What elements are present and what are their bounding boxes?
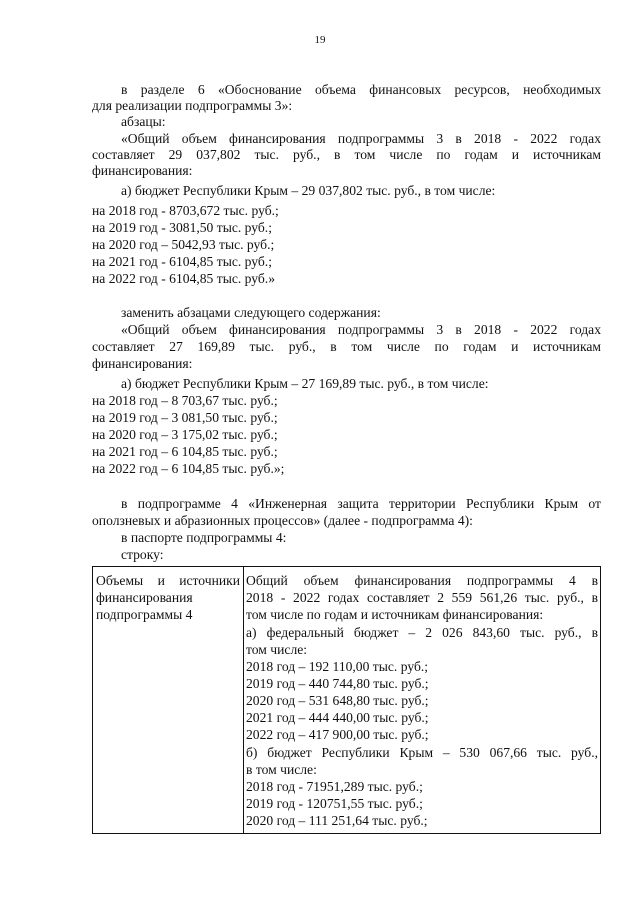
table-right-line: б) бюджет Республики Крым – 530 067,66 тыс. руб.,: [246, 745, 598, 760]
text-line: в паспорте подпрограммы 4:: [121, 530, 287, 545]
text-line: «Общий объем финансирования подпрограммы 3 в 2018 - 2022 годах: [121, 322, 601, 337]
text-line: на 2018 год - 8703,672 тыс. руб.;: [92, 203, 279, 218]
table-right-line: 2018 год – 192 110,00 тыс. руб.;: [246, 659, 429, 674]
text-line: финансирования:: [92, 356, 193, 371]
table-left-line: подпрограммы 4: [96, 607, 193, 622]
table-right-line: том числе:: [246, 642, 308, 657]
page-number: 19: [314, 34, 326, 46]
table-right-line: том числе по годам и источникам финансирования:: [246, 607, 544, 622]
text-line: строку:: [121, 547, 164, 562]
table-right-line: 2022 год – 417 900,00 тыс. руб.;: [246, 727, 429, 742]
text-line: на 2019 год – 3 081,50 тыс. руб.;: [92, 410, 278, 425]
table-right-line: 2018 год - 71951,289 тыс. руб.;: [246, 779, 423, 794]
text-line: для реализации подпрограммы 3»:: [92, 98, 293, 113]
text-line: на 2022 год - 6104,85 тыс. руб.»: [92, 271, 276, 286]
table-left-line: Объемы и источники: [96, 573, 240, 588]
text-line: а) бюджет Республики Крым – 27 169,89 тыс. руб., в том числе:: [121, 376, 489, 391]
text-line: на 2021 год - 6104,85 тыс. руб.;: [92, 254, 272, 269]
text-line: оползневых и абразионных процессов» (далее - подпрограмма 4):: [92, 513, 473, 528]
text-line: заменить абзацами следующего содержания:: [121, 305, 381, 320]
table-divider: [243, 567, 244, 833]
table-right-line: 2020 год – 531 648,80 тыс. руб.;: [246, 693, 429, 708]
text-line: на 2020 год – 3 175,02 тыс. руб.;: [92, 427, 278, 442]
text-line: абзацы:: [121, 114, 166, 129]
text-line: на 2018 год – 8 703,67 тыс. руб.;: [92, 393, 278, 408]
text-line: на 2020 год – 5042,93 тыс. руб.;: [92, 237, 275, 252]
table-right-line: 2020 год – 111 251,64 тыс. руб.;: [246, 813, 428, 828]
table-right-line: 2018 - 2022 годах составляет 2 559 561,26 тыс. руб., в: [246, 590, 598, 605]
text-line: составляет 29 037,802 тыс. руб., в том числе по годам и источникам: [92, 147, 601, 162]
text-line: составляет 27 169,89 тыс. руб., в том числе по годам и источникам: [92, 339, 601, 354]
table-right-line: в том числе:: [246, 762, 317, 777]
table-left-line: финансирования: [96, 590, 193, 605]
table-right-line: 2021 год – 444 440,00 тыс. руб.;: [246, 710, 429, 725]
text-line: финансирования:: [92, 163, 193, 178]
table-right-line: 2019 год - 120751,55 тыс. руб.;: [246, 796, 423, 811]
table-right-line: а) федеральный бюджет – 2 026 843,60 тыс. руб., в: [246, 625, 598, 640]
text-line: на 2022 год – 6 104,85 тыс. руб.»;: [92, 461, 285, 476]
text-line: а) бюджет Республики Крым – 29 037,802 тыс. руб., в том числе:: [121, 183, 496, 198]
text-line: в разделе 6 «Обоснование объема финансовых ресурсов, необходимых: [121, 82, 601, 97]
text-line: «Общий объем финансирования подпрограммы 3 в 2018 - 2022 годах: [121, 131, 601, 146]
table-right-line: 2019 год – 440 744,80 тыс. руб.;: [246, 676, 429, 691]
table-right-line: Общий объем финансирования подпрограммы 4 в: [246, 573, 598, 588]
passport-table: [92, 566, 601, 834]
text-line: на 2021 год – 6 104,85 тыс. руб.;: [92, 444, 278, 459]
text-line: в подпрограмме 4 «Инженерная защита территории Республики Крым от: [121, 496, 601, 511]
text-line: на 2019 год - 3081,50 тыс. руб.;: [92, 220, 272, 235]
